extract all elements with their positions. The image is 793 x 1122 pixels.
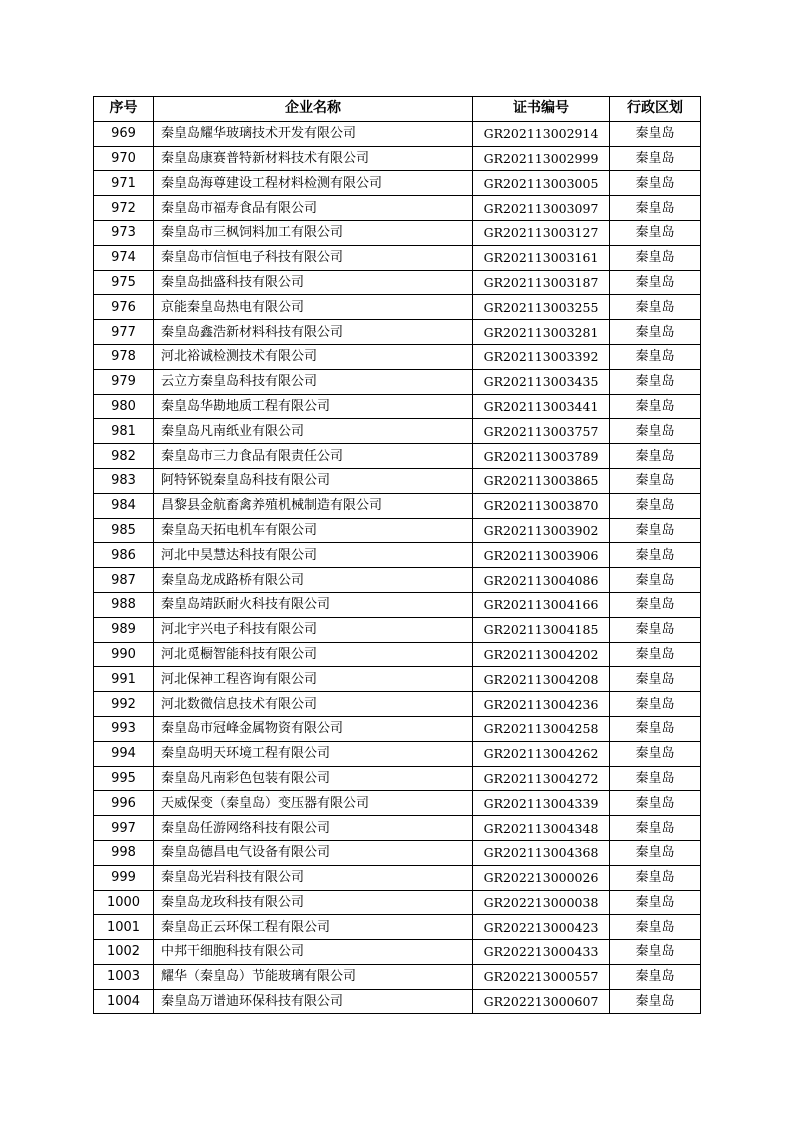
cell-administrative-district: 秦皇岛 xyxy=(610,667,701,692)
header-administrative-district: 行政区划 xyxy=(610,97,701,122)
cell-enterprise-name: 秦皇岛海尊建设工程材料检测有限公司 xyxy=(154,171,473,196)
cell-certificate-number: GR202113003187 xyxy=(473,270,610,295)
cell-serial-number: 969 xyxy=(94,121,154,146)
header-enterprise-name: 企业名称 xyxy=(154,97,473,122)
cell-serial-number: 971 xyxy=(94,171,154,196)
cell-certificate-number: GR202113003392 xyxy=(473,344,610,369)
cell-serial-number: 979 xyxy=(94,369,154,394)
cell-serial-number: 995 xyxy=(94,766,154,791)
cell-enterprise-name: 秦皇岛靖跃耐火科技有限公司 xyxy=(154,592,473,617)
cell-serial-number: 976 xyxy=(94,295,154,320)
cell-certificate-number: GR202113004202 xyxy=(473,642,610,667)
cell-enterprise-name: 秦皇岛德昌电气设备有限公司 xyxy=(154,840,473,865)
cell-serial-number: 999 xyxy=(94,865,154,890)
cell-certificate-number: GR202113004236 xyxy=(473,692,610,717)
table-row xyxy=(94,220,701,245)
cell-administrative-district: 秦皇岛 xyxy=(610,692,701,717)
cell-certificate-number: GR202113003255 xyxy=(473,295,610,320)
table-row xyxy=(94,419,701,444)
cell-serial-number: 1004 xyxy=(94,989,154,1014)
cell-certificate-number: GR202113003097 xyxy=(473,196,610,221)
cell-serial-number: 992 xyxy=(94,692,154,717)
cell-serial-number: 990 xyxy=(94,642,154,667)
cell-certificate-number: GR202113003281 xyxy=(473,320,610,345)
cell-certificate-number: GR202113004272 xyxy=(473,766,610,791)
cell-enterprise-name: 秦皇岛耀华玻璃技术开发有限公司 xyxy=(154,121,473,146)
cell-enterprise-name: 秦皇岛市三枫饲料加工有限公司 xyxy=(154,220,473,245)
cell-certificate-number: GR202113004368 xyxy=(473,840,610,865)
cell-serial-number: 974 xyxy=(94,245,154,270)
table-row xyxy=(94,196,701,221)
cell-enterprise-name: 河北觅橱智能科技有限公司 xyxy=(154,642,473,667)
cell-administrative-district: 秦皇岛 xyxy=(610,543,701,568)
cell-enterprise-name: 秦皇岛凡南彩色包装有限公司 xyxy=(154,766,473,791)
cell-serial-number: 988 xyxy=(94,592,154,617)
cell-administrative-district: 秦皇岛 xyxy=(610,989,701,1014)
cell-certificate-number: GR202113004348 xyxy=(473,816,610,841)
cell-certificate-number: GR202113004258 xyxy=(473,716,610,741)
cell-administrative-district: 秦皇岛 xyxy=(610,568,701,593)
cell-serial-number: 970 xyxy=(94,146,154,171)
cell-administrative-district: 秦皇岛 xyxy=(610,121,701,146)
cell-enterprise-name: 河北裕诚检测技术有限公司 xyxy=(154,344,473,369)
cell-enterprise-name: 秦皇岛明天环境工程有限公司 xyxy=(154,741,473,766)
cell-administrative-district: 秦皇岛 xyxy=(610,890,701,915)
header-serial-number: 序号 xyxy=(94,97,154,122)
cell-administrative-district: 秦皇岛 xyxy=(610,617,701,642)
cell-certificate-number: GR202213000607 xyxy=(473,989,610,1014)
cell-enterprise-name: 秦皇岛光岩科技有限公司 xyxy=(154,865,473,890)
table-row xyxy=(94,121,701,146)
table-row xyxy=(94,940,701,965)
table-row xyxy=(94,344,701,369)
cell-certificate-number: GR202113004208 xyxy=(473,667,610,692)
table-row xyxy=(94,890,701,915)
cell-administrative-district: 秦皇岛 xyxy=(610,270,701,295)
cell-administrative-district: 秦皇岛 xyxy=(610,444,701,469)
cell-administrative-district: 秦皇岛 xyxy=(610,295,701,320)
cell-serial-number: 998 xyxy=(94,840,154,865)
table-row xyxy=(94,667,701,692)
cell-administrative-district: 秦皇岛 xyxy=(610,344,701,369)
cell-administrative-district: 秦皇岛 xyxy=(610,171,701,196)
table-body xyxy=(94,121,701,1014)
table-row xyxy=(94,320,701,345)
table-row xyxy=(94,245,701,270)
table-row xyxy=(94,865,701,890)
cell-administrative-district: 秦皇岛 xyxy=(610,642,701,667)
cell-serial-number: 977 xyxy=(94,320,154,345)
cell-enterprise-name: 秦皇岛任游网络科技有限公司 xyxy=(154,816,473,841)
cell-enterprise-name: 秦皇岛市信恒电子科技有限公司 xyxy=(154,245,473,270)
enterprise-table xyxy=(93,96,701,1014)
cell-administrative-district: 秦皇岛 xyxy=(610,394,701,419)
cell-serial-number: 1003 xyxy=(94,964,154,989)
cell-enterprise-name: 河北保神工程咨询有限公司 xyxy=(154,667,473,692)
cell-administrative-district: 秦皇岛 xyxy=(610,816,701,841)
cell-enterprise-name: 秦皇岛万谱迪环保科技有限公司 xyxy=(154,989,473,1014)
cell-administrative-district: 秦皇岛 xyxy=(610,592,701,617)
cell-enterprise-name: 河北宇兴电子科技有限公司 xyxy=(154,617,473,642)
cell-enterprise-name: 秦皇岛龙成路桥有限公司 xyxy=(154,568,473,593)
table-row xyxy=(94,592,701,617)
cell-administrative-district: 秦皇岛 xyxy=(610,840,701,865)
cell-certificate-number: GR202113003161 xyxy=(473,245,610,270)
table-row xyxy=(94,989,701,1014)
table-row xyxy=(94,171,701,196)
cell-serial-number: 1000 xyxy=(94,890,154,915)
cell-certificate-number: GR202113003789 xyxy=(473,444,610,469)
cell-enterprise-name: 秦皇岛拙盛科技有限公司 xyxy=(154,270,473,295)
cell-administrative-district: 秦皇岛 xyxy=(610,320,701,345)
cell-administrative-district: 秦皇岛 xyxy=(610,791,701,816)
cell-administrative-district: 秦皇岛 xyxy=(610,915,701,940)
cell-serial-number: 982 xyxy=(94,444,154,469)
cell-enterprise-name: 云立方秦皇岛科技有限公司 xyxy=(154,369,473,394)
cell-administrative-district: 秦皇岛 xyxy=(610,865,701,890)
cell-serial-number: 973 xyxy=(94,220,154,245)
cell-administrative-district: 秦皇岛 xyxy=(610,493,701,518)
cell-enterprise-name: 河北数微信息技术有限公司 xyxy=(154,692,473,717)
cell-administrative-district: 秦皇岛 xyxy=(610,220,701,245)
table-row xyxy=(94,518,701,543)
cell-serial-number: 997 xyxy=(94,816,154,841)
cell-serial-number: 981 xyxy=(94,419,154,444)
cell-enterprise-name: 秦皇岛康赛普特新材料技术有限公司 xyxy=(154,146,473,171)
cell-serial-number: 989 xyxy=(94,617,154,642)
cell-certificate-number: GR202113003441 xyxy=(473,394,610,419)
cell-serial-number: 1002 xyxy=(94,940,154,965)
cell-administrative-district: 秦皇岛 xyxy=(610,369,701,394)
table-row xyxy=(94,468,701,493)
cell-certificate-number: GR202113003757 xyxy=(473,419,610,444)
table-row xyxy=(94,692,701,717)
table-row xyxy=(94,146,701,171)
cell-administrative-district: 秦皇岛 xyxy=(610,716,701,741)
cell-serial-number: 984 xyxy=(94,493,154,518)
cell-certificate-number: GR202113004086 xyxy=(473,568,610,593)
cell-administrative-district: 秦皇岛 xyxy=(610,468,701,493)
cell-certificate-number: GR202113003127 xyxy=(473,220,610,245)
cell-enterprise-name: 秦皇岛正云环保工程有限公司 xyxy=(154,915,473,940)
cell-certificate-number: GR202113004262 xyxy=(473,741,610,766)
cell-certificate-number: GR202213000557 xyxy=(473,964,610,989)
cell-enterprise-name: 秦皇岛华勘地质工程有限公司 xyxy=(154,394,473,419)
cell-certificate-number: GR202113003435 xyxy=(473,369,610,394)
cell-enterprise-name: 秦皇岛天拓电机车有限公司 xyxy=(154,518,473,543)
cell-enterprise-name: 秦皇岛市冠峰金属物资有限公司 xyxy=(154,716,473,741)
cell-administrative-district: 秦皇岛 xyxy=(610,766,701,791)
table-row xyxy=(94,716,701,741)
cell-enterprise-name: 天威保变（秦皇岛）变压器有限公司 xyxy=(154,791,473,816)
table-row xyxy=(94,816,701,841)
cell-administrative-district: 秦皇岛 xyxy=(610,419,701,444)
cell-enterprise-name: 河北中昊慧达科技有限公司 xyxy=(154,543,473,568)
table-row xyxy=(94,741,701,766)
table-row xyxy=(94,369,701,394)
table-row xyxy=(94,394,701,419)
cell-certificate-number: GR202113004185 xyxy=(473,617,610,642)
table-row xyxy=(94,840,701,865)
table-header-row xyxy=(94,97,701,122)
cell-serial-number: 987 xyxy=(94,568,154,593)
cell-enterprise-name: 耀华（秦皇岛）节能玻璃有限公司 xyxy=(154,964,473,989)
cell-certificate-number: GR202113004339 xyxy=(473,791,610,816)
table-row xyxy=(94,270,701,295)
table-row xyxy=(94,295,701,320)
table-row xyxy=(94,766,701,791)
table-row xyxy=(94,543,701,568)
cell-enterprise-name: 秦皇岛龙玫科技有限公司 xyxy=(154,890,473,915)
table-row xyxy=(94,915,701,940)
cell-enterprise-name: 秦皇岛鑫浩新材料科技有限公司 xyxy=(154,320,473,345)
cell-administrative-district: 秦皇岛 xyxy=(610,196,701,221)
table-row xyxy=(94,444,701,469)
cell-serial-number: 975 xyxy=(94,270,154,295)
cell-administrative-district: 秦皇岛 xyxy=(610,940,701,965)
cell-certificate-number: GR202213000038 xyxy=(473,890,610,915)
cell-certificate-number: GR202113002999 xyxy=(473,146,610,171)
cell-serial-number: 983 xyxy=(94,468,154,493)
cell-administrative-district: 秦皇岛 xyxy=(610,245,701,270)
cell-enterprise-name: 昌黎县金航畜禽养殖机械制造有限公司 xyxy=(154,493,473,518)
cell-certificate-number: GR202213000026 xyxy=(473,865,610,890)
cell-administrative-district: 秦皇岛 xyxy=(610,741,701,766)
cell-certificate-number: GR202113004166 xyxy=(473,592,610,617)
cell-certificate-number: GR202213000433 xyxy=(473,940,610,965)
cell-certificate-number: GR202113003902 xyxy=(473,518,610,543)
cell-serial-number: 978 xyxy=(94,344,154,369)
cell-certificate-number: GR202213000423 xyxy=(473,915,610,940)
cell-enterprise-name: 秦皇岛凡南纸业有限公司 xyxy=(154,419,473,444)
cell-serial-number: 980 xyxy=(94,394,154,419)
header-certificate-number: 证书编号 xyxy=(473,97,610,122)
cell-enterprise-name: 京能秦皇岛热电有限公司 xyxy=(154,295,473,320)
table-row xyxy=(94,493,701,518)
cell-enterprise-name: 秦皇岛市福寿食品有限公司 xyxy=(154,196,473,221)
cell-certificate-number: GR202113002914 xyxy=(473,121,610,146)
cell-certificate-number: GR202113003870 xyxy=(473,493,610,518)
cell-certificate-number: GR202113003906 xyxy=(473,543,610,568)
cell-administrative-district: 秦皇岛 xyxy=(610,964,701,989)
cell-enterprise-name: 中邦干细胞科技有限公司 xyxy=(154,940,473,965)
table-row xyxy=(94,568,701,593)
table-row xyxy=(94,642,701,667)
cell-serial-number: 996 xyxy=(94,791,154,816)
table-row xyxy=(94,617,701,642)
cell-serial-number: 993 xyxy=(94,716,154,741)
table-row xyxy=(94,964,701,989)
cell-administrative-district: 秦皇岛 xyxy=(610,146,701,171)
cell-serial-number: 986 xyxy=(94,543,154,568)
cell-serial-number: 972 xyxy=(94,196,154,221)
cell-enterprise-name: 秦皇岛市三力食品有限责任公司 xyxy=(154,444,473,469)
cell-certificate-number: GR202113003005 xyxy=(473,171,610,196)
cell-serial-number: 994 xyxy=(94,741,154,766)
cell-serial-number: 985 xyxy=(94,518,154,543)
cell-certificate-number: GR202113003865 xyxy=(473,468,610,493)
cell-serial-number: 991 xyxy=(94,667,154,692)
cell-administrative-district: 秦皇岛 xyxy=(610,518,701,543)
cell-enterprise-name: 阿特钚锐秦皇岛科技有限公司 xyxy=(154,468,473,493)
table-row xyxy=(94,791,701,816)
cell-serial-number: 1001 xyxy=(94,915,154,940)
